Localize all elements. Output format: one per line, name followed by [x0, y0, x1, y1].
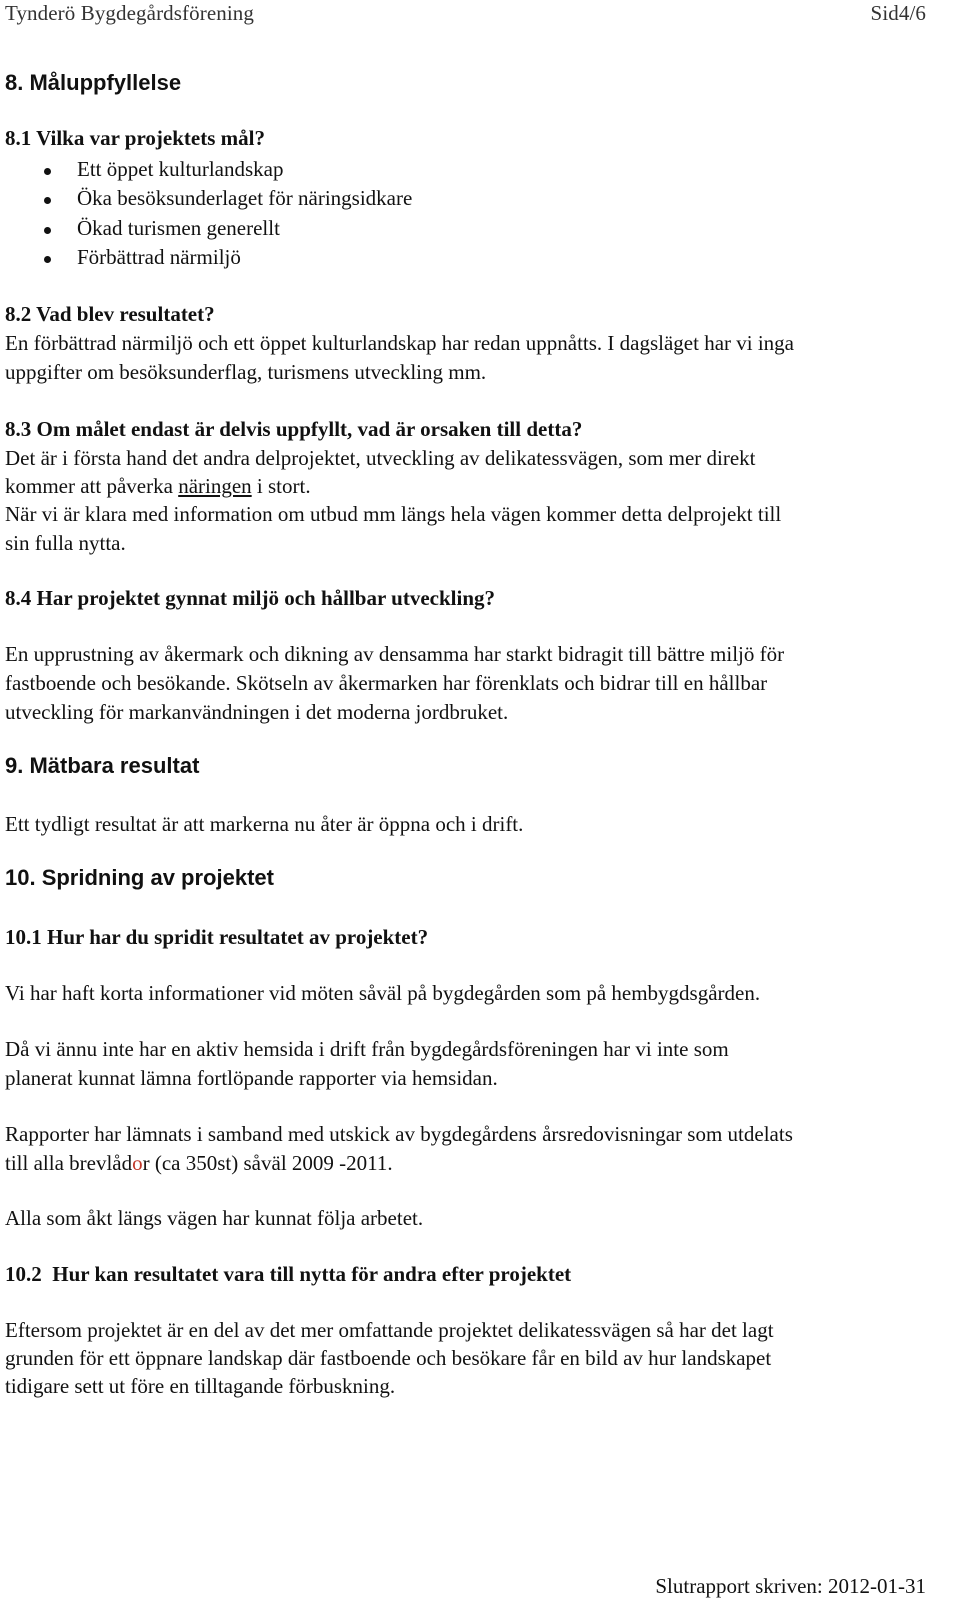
section-9-text: Ett tydligt resultat är att markerna nu åter är öppna och i drift. — [5, 812, 524, 836]
answer-8-4-line: fastboende och besökande. Skötseln av åkermarken har förenklats och bidrar till en hållbar — [5, 671, 768, 695]
question-8-4: 8.4 Har projektet gynnat miljö och hållbar utveckling? — [5, 586, 496, 610]
answer-10-2-line: tidigare sett ut före en tilltagande förbuskning. — [5, 1374, 396, 1398]
question-8-1: 8.1 Vilka var projektets mål? — [5, 126, 265, 150]
page-number: Sid4/6 — [870, 1, 926, 25]
answer-8-4-line: En upprustning av åkermark och dikning av densamma har starkt bidragit till bättre miljö för — [5, 642, 785, 666]
answer-8-2-line: En förbättrad närmiljö och ett öppet kulturlandskap har redan uppnåtts. I dagsläget har vi inga — [5, 331, 795, 355]
goal-text: Förbättrad närmiljö — [77, 245, 241, 269]
answer-8-2-line: uppgifter om besöksunderflag, turismens utveckling mm. — [5, 360, 487, 384]
section-10-heading: 10. Spridning av projektet — [5, 865, 274, 890]
bullet-icon — [44, 256, 51, 263]
answer-10-1-p1: Vi har haft korta informationer vid möten såväl på bygdegården som på hembygdsgården. — [5, 981, 761, 1005]
underlined-word: näringen — [178, 474, 252, 498]
footer-date: Slutrapport skriven: 2012-01-31 — [655, 1574, 926, 1598]
answer-10-1-p2-line: Då vi ännu inte har en aktiv hemsida i drift från bygdegårdsföreningen har vi inte som — [5, 1037, 729, 1061]
question-10-1: 10.1 Hur har du spridit resultatet av projektet? — [5, 925, 429, 949]
answer-10-1-p2-line: planerat kunnat lämna fortlöpande rapporter via hemsidan. — [5, 1066, 498, 1090]
goal-text: Ett öppet kulturlandskap — [77, 157, 284, 181]
section-9-heading: 9. Mätbara resultat — [5, 753, 200, 778]
answer-10-2-line: Eftersom projektet är en del av det mer omfattande projektet delikatessvägen så har det lagt — [5, 1318, 774, 1342]
goal-text: Öka besöksunderlaget för näringsidkare — [77, 186, 413, 210]
answer-text: r (ca 350st) såväl 2009 -2011. — [142, 1151, 393, 1175]
answer-text: i stort. — [251, 474, 311, 498]
answer-8-3-line: När vi är klara med information om utbud mm längs hela vägen kommer detta delprojekt till — [5, 502, 782, 526]
bullet-icon — [44, 227, 51, 234]
answer-10-2-line: grunden för ett öppnare landskap där fastboende och besökare får en bild av hur landskapet — [5, 1346, 772, 1370]
answer-10-1-p4: Alla som åkt längs vägen har kunnat följa arbetet. — [5, 1206, 424, 1230]
bullet-icon — [44, 197, 51, 204]
answer-8-3-line: sin fulla nytta. — [5, 531, 126, 555]
answer-text: till alla brevlåd — [5, 1151, 133, 1175]
section-8-heading: 8. Måluppfyllelse — [5, 70, 182, 95]
answer-10-1-p3-line — [5, 1151, 393, 1176]
highlighted-letter: o — [132, 1151, 143, 1175]
question-10-2: 10.2 Hur kan resultatet vara till nytta för andra efter projektet — [5, 1262, 572, 1286]
answer-8-4-line: utveckling för markanvändningen i det moderna jordbruket. — [5, 700, 509, 724]
answer-text: kommer att påverka — [5, 474, 179, 498]
goal-text: Ökad turismen generellt — [77, 216, 280, 240]
bullet-icon — [44, 168, 51, 175]
answer-8-3-line: Det är i första hand det andra delprojektet, utveckling av delikatessvägen, som mer direkt — [5, 446, 756, 470]
question-8-2: 8.2 Vad blev resultatet? — [5, 302, 215, 326]
question-8-3: 8.3 Om målet endast är delvis uppfyllt, vad är orsaken till detta? — [5, 417, 583, 441]
header-title: Tynderö Bygdegårdsförening — [5, 1, 254, 25]
answer-8-3-line — [5, 474, 311, 499]
answer-10-1-p3-line: Rapporter har lämnats i samband med utskick av bygdegårdens årsredovisningar som utdelats — [5, 1122, 793, 1146]
